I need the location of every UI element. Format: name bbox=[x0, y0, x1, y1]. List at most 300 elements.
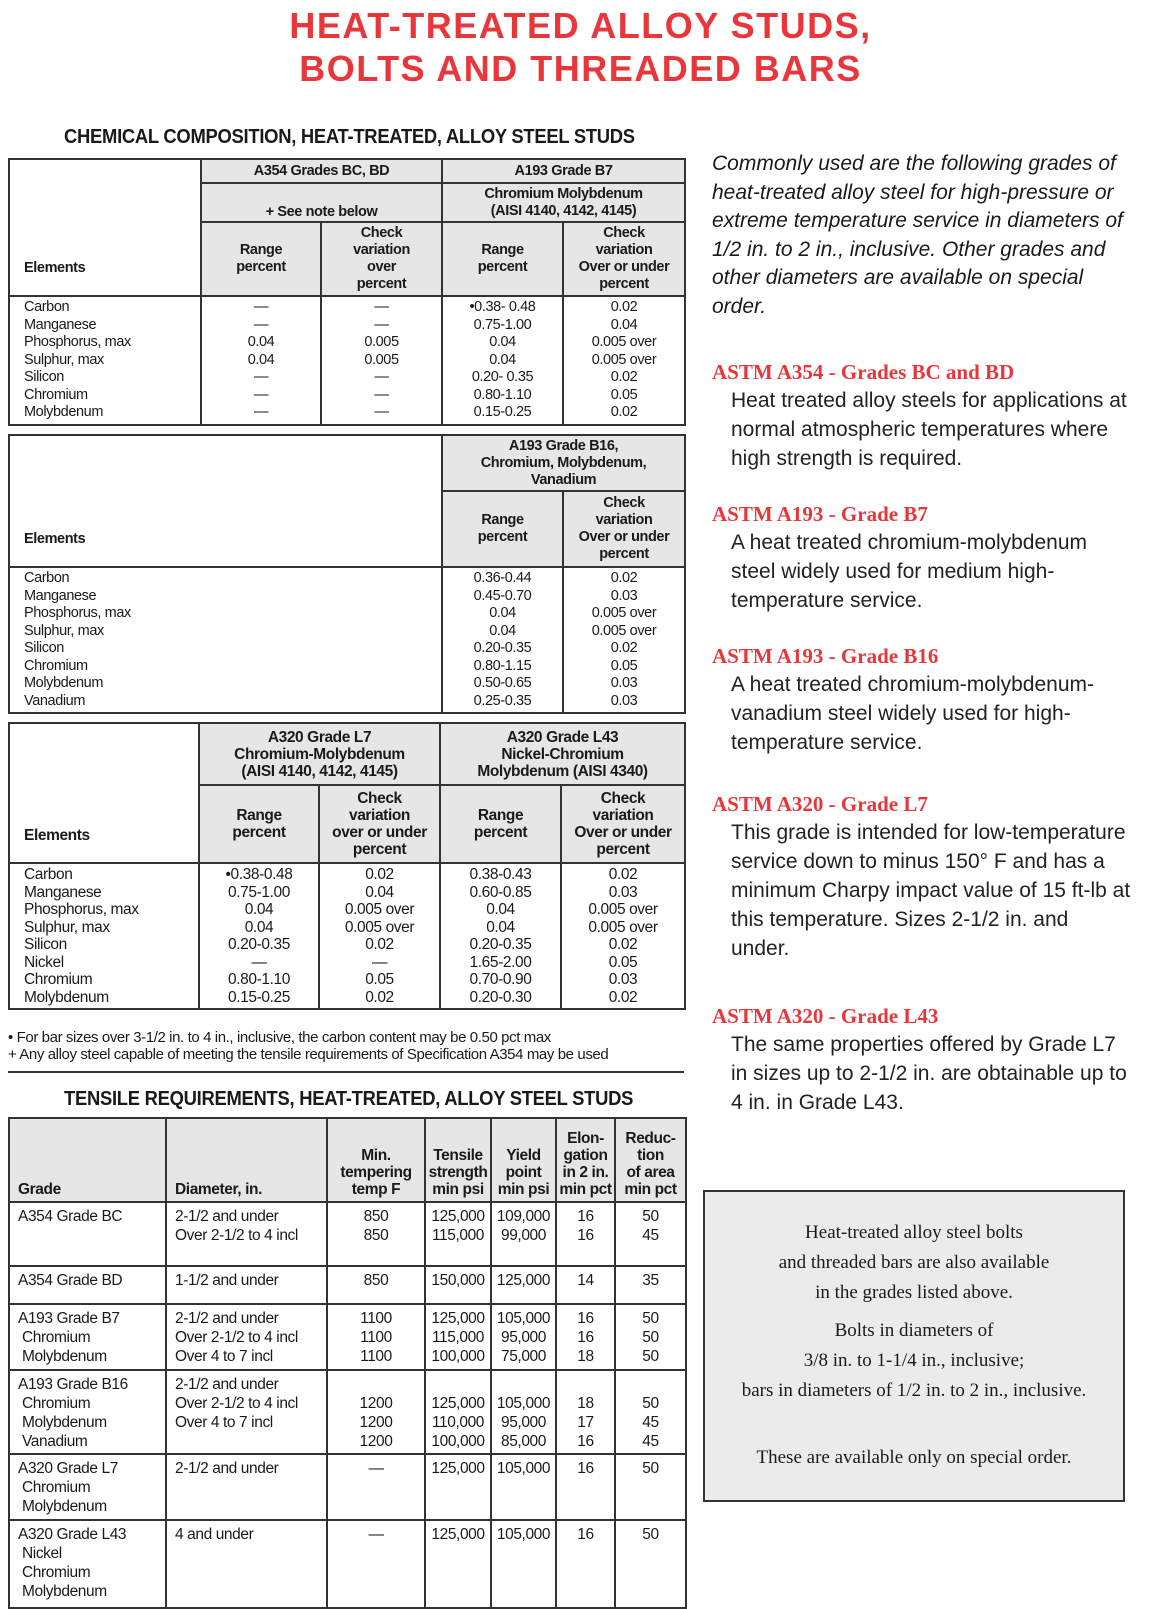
tensile-cell bbox=[491, 1520, 556, 1608]
box-line: Heat-treated alloy steel bolts bbox=[805, 1222, 1023, 1243]
element-value: 0.02 bbox=[563, 404, 685, 425]
element-value: 0.04 bbox=[319, 884, 440, 902]
element-value: 0.70-0.90 bbox=[440, 971, 561, 989]
element-value: 0.80-1.10 bbox=[442, 387, 563, 405]
cell-line: 125,000 bbox=[431, 1208, 485, 1225]
tensile-row bbox=[9, 1202, 686, 1266]
availability-note-box bbox=[703, 1190, 1125, 1502]
cell-line: 125,000 bbox=[431, 1395, 485, 1412]
cell-line: 1100 bbox=[360, 1310, 392, 1327]
cell-line: Molybdenum bbox=[22, 1498, 107, 1515]
element-name: Chromium bbox=[9, 971, 199, 989]
element-value: — bbox=[201, 404, 321, 425]
cell-line: 45 bbox=[642, 1433, 659, 1450]
element-name: Molybdenum bbox=[9, 989, 199, 1010]
tensile-cell bbox=[166, 1202, 327, 1266]
element-value: 0.20-0.35 bbox=[442, 640, 563, 658]
element-value: 0.15-0.25 bbox=[199, 989, 319, 1010]
element-value: 0.02 bbox=[563, 567, 685, 588]
element-value: 0.05 bbox=[563, 658, 685, 676]
title-line: HEAT-TREATED ALLOY STUDS, bbox=[289, 5, 872, 46]
footnotes bbox=[8, 1029, 684, 1073]
cell-line: A320 Grade L43 bbox=[18, 1526, 127, 1543]
cell-line: 45 bbox=[642, 1227, 659, 1244]
cell-line: 105,000 bbox=[496, 1460, 551, 1477]
tensile-cell bbox=[327, 1520, 425, 1608]
element-row bbox=[9, 605, 685, 623]
cell-line: 4 and under bbox=[175, 1526, 254, 1543]
element-value: 0.45-0.70 bbox=[442, 588, 563, 606]
tensile-cell bbox=[491, 1454, 556, 1520]
element-value: 0.04 bbox=[563, 317, 685, 335]
element-row bbox=[9, 863, 685, 884]
element-name: Sulphur, max bbox=[9, 352, 201, 370]
element-name: Phosphorus, max bbox=[9, 901, 199, 919]
element-row bbox=[9, 989, 685, 1010]
element-name: Manganese bbox=[9, 884, 199, 902]
grade-section bbox=[712, 358, 1132, 473]
cell-line: Over 2-1/2 to 4 incl bbox=[175, 1395, 298, 1412]
element-row bbox=[9, 901, 685, 919]
element-value: 0.04 bbox=[201, 352, 321, 370]
element-row bbox=[9, 936, 685, 954]
cell-line: 14 bbox=[577, 1272, 594, 1289]
grade-section bbox=[712, 500, 1132, 615]
element-value: — bbox=[321, 296, 442, 317]
col-header: Range percent bbox=[199, 785, 319, 863]
tensile-row bbox=[9, 1454, 686, 1520]
tensile-row bbox=[9, 1520, 686, 1608]
element-value: 0.04 bbox=[201, 334, 321, 352]
cell-line: 18 bbox=[577, 1395, 594, 1412]
cell-line: 99,000 bbox=[500, 1227, 546, 1244]
grade-heading: ASTM A354 - Grades BC and BD bbox=[712, 360, 1015, 384]
element-value: 0.005 over bbox=[563, 623, 685, 641]
cell-line: Molybdenum bbox=[22, 1583, 107, 1600]
grade-description: A heat treated chromium-molybdenum steel widely used for medium high-temperature service. bbox=[731, 531, 1088, 612]
cell-line: 50 bbox=[642, 1348, 659, 1365]
page-title bbox=[0, 4, 1161, 90]
tensile-col-header: Tensile strength min psi bbox=[425, 1118, 491, 1202]
cell-line: Chromium bbox=[22, 1479, 91, 1496]
col-header: Range percent bbox=[440, 785, 561, 863]
element-value: 0.04 bbox=[440, 901, 561, 919]
element-row bbox=[9, 369, 685, 387]
cell-line: 850 bbox=[363, 1208, 389, 1225]
element-name: Phosphorus, max bbox=[9, 334, 201, 352]
element-row bbox=[9, 387, 685, 405]
element-value: — bbox=[321, 369, 442, 387]
cell-line: 95,000 bbox=[500, 1329, 546, 1346]
chemical-composition-title: CHEMICAL COMPOSITION, HEAT-TREATED, ALLOY STEEL STUDS bbox=[64, 126, 635, 148]
element-value: 0.03 bbox=[563, 675, 685, 693]
element-name: Phosphorus, max bbox=[9, 605, 442, 623]
cell-line: — bbox=[368, 1526, 384, 1543]
grade-heading: ASTM A320 - Grade L7 bbox=[712, 792, 928, 816]
element-value: 0.005 over bbox=[319, 901, 440, 919]
cell-line: 150,000 bbox=[431, 1272, 485, 1289]
element-row bbox=[9, 404, 685, 425]
tensile-cell bbox=[615, 1304, 686, 1370]
element-value: 0.005 over bbox=[563, 352, 685, 370]
element-value: 0.75-1.00 bbox=[199, 884, 319, 902]
element-value: — bbox=[201, 369, 321, 387]
element-value: — bbox=[201, 296, 321, 317]
tensile-cell bbox=[425, 1520, 491, 1608]
box-line: bars in diameters of 1/2 in. to 2 in., inclusive. bbox=[741, 1380, 1087, 1401]
element-value: 0.25-0.35 bbox=[442, 693, 563, 714]
element-value: •0.38-0.48 bbox=[199, 863, 319, 884]
tensile-table bbox=[8, 1117, 687, 1609]
element-value: 0.02 bbox=[563, 640, 685, 658]
group-subheader: Chromium Molybdenum (AISI 4140, 4142, 4145) bbox=[442, 183, 685, 222]
tensile-cell bbox=[9, 1202, 166, 1266]
intro-text: Commonly used are the following grades of heat-treated alloy steel for high-pressure or extreme temperature service in diameters of 1/2 in. to 2 in., inclusive. Other grades and other diameters are available on special order. bbox=[712, 152, 1123, 318]
cell-line: 105,000 bbox=[496, 1526, 551, 1543]
tensile-cell bbox=[556, 1520, 615, 1608]
element-value: — bbox=[201, 317, 321, 335]
footnote-alloy: + Any alloy steel capable of meeting the tensile requirements of Specification A354 may be used bbox=[8, 1046, 609, 1063]
element-value: 0.03 bbox=[561, 971, 685, 989]
cell-line: 50 bbox=[642, 1395, 659, 1412]
tensile-cell bbox=[615, 1454, 686, 1520]
elements-header: Elements bbox=[9, 435, 442, 567]
element-value: 0.04 bbox=[440, 919, 561, 937]
element-value: 0.02 bbox=[319, 936, 440, 954]
tensile-col-header: Yield point min psi bbox=[491, 1118, 556, 1202]
tensile-cell bbox=[425, 1304, 491, 1370]
element-value: 0.03 bbox=[563, 588, 685, 606]
col-header: Check variation Over or under percent bbox=[563, 222, 685, 296]
element-value: 0.03 bbox=[563, 693, 685, 714]
element-value: 0.05 bbox=[563, 387, 685, 405]
element-value: 0.50-0.65 bbox=[442, 675, 563, 693]
cell-line: 115,000 bbox=[431, 1227, 485, 1244]
element-value: 0.80-1.10 bbox=[199, 971, 319, 989]
element-value: 0.005 bbox=[321, 352, 442, 370]
tensile-col-header: Diameter, in. bbox=[166, 1118, 327, 1202]
element-row bbox=[9, 658, 685, 676]
cell-line: 100,000 bbox=[431, 1348, 485, 1365]
element-value: 0.02 bbox=[561, 989, 685, 1010]
cell-line: 95,000 bbox=[500, 1414, 546, 1431]
cell-line: A193 Grade B16 bbox=[18, 1376, 128, 1393]
cell-line: 1-1/2 and under bbox=[175, 1272, 279, 1289]
cell-line bbox=[426, 1375, 490, 1394]
tensile-cell bbox=[9, 1370, 166, 1454]
element-value: 0.02 bbox=[563, 369, 685, 387]
group-header: A320 Grade L43 Nickel-Chromium Molybdenum (AISI 4340) bbox=[440, 723, 685, 785]
element-value: 0.80-1.15 bbox=[442, 658, 563, 676]
footnote-carbon: • For bar sizes over 3-1/2 in. to 4 in., inclusive, the carbon content may be 0.50 pct max bbox=[8, 1029, 551, 1046]
element-value: 0.04 bbox=[442, 352, 563, 370]
element-name: Manganese bbox=[9, 317, 201, 335]
cell-line: 50 bbox=[642, 1329, 659, 1346]
element-value: 0.20-0.35 bbox=[440, 936, 561, 954]
col-header: Range percent bbox=[442, 222, 563, 296]
element-value: 0.005 bbox=[321, 334, 442, 352]
tensile-cell bbox=[615, 1370, 686, 1454]
tensile-col-header: Elon- gation in 2 in. min pct bbox=[556, 1118, 615, 1202]
cell-line: 35 bbox=[642, 1272, 659, 1289]
element-value: 1.65-2.00 bbox=[440, 954, 561, 972]
col-header: Range percent bbox=[442, 491, 563, 567]
tensile-cell bbox=[327, 1266, 425, 1304]
element-value: 0.005 over bbox=[319, 919, 440, 937]
tensile-cell bbox=[327, 1370, 425, 1454]
element-row bbox=[9, 675, 685, 693]
element-value: 0.15-0.25 bbox=[442, 404, 563, 425]
group-header: A320 Grade L7 Chromium-Molybdenum (AISI 4140, 4142, 4145) bbox=[199, 723, 440, 785]
cell-line: 100,000 bbox=[431, 1433, 485, 1450]
element-name: Carbon bbox=[9, 296, 201, 317]
cell-line: 16 bbox=[577, 1526, 594, 1543]
cell-line: Molybdenum bbox=[22, 1348, 107, 1365]
tensile-cell bbox=[9, 1266, 166, 1304]
element-value: 0.02 bbox=[319, 863, 440, 884]
element-name: Silicon bbox=[9, 936, 199, 954]
cell-line: Vanadium bbox=[22, 1433, 88, 1450]
cell-line: 16 bbox=[577, 1208, 594, 1225]
col-header: Check variation Over or under percent bbox=[561, 785, 685, 863]
box-line: in the grades listed above. bbox=[815, 1282, 1013, 1303]
element-name: Chromium bbox=[9, 658, 442, 676]
element-value: 0.38-0.43 bbox=[440, 863, 561, 884]
element-value: 0.04 bbox=[199, 901, 319, 919]
elements-header: Elements bbox=[9, 723, 199, 863]
tensile-row bbox=[9, 1304, 686, 1370]
cell-line: 125,000 bbox=[496, 1272, 551, 1289]
tensile-cell bbox=[491, 1370, 556, 1454]
cell-line: 105,000 bbox=[496, 1310, 551, 1327]
col-header: Check variation Over or under percent bbox=[563, 491, 685, 567]
grade-heading: ASTM A193 - Grade B7 bbox=[712, 502, 928, 526]
tensile-cell bbox=[9, 1454, 166, 1520]
group-subheader: + See note below bbox=[201, 183, 442, 222]
element-row bbox=[9, 567, 685, 588]
cell-line: 50 bbox=[642, 1460, 659, 1477]
cell-line: Chromium bbox=[22, 1329, 91, 1346]
cell-line: 2-1/2 and under bbox=[175, 1460, 279, 1477]
tensile-cell bbox=[556, 1304, 615, 1370]
cell-line bbox=[328, 1375, 424, 1394]
cell-line: 50 bbox=[642, 1208, 659, 1225]
element-name: Sulphur, max bbox=[9, 623, 442, 641]
tensile-cell bbox=[425, 1370, 491, 1454]
grade-description: This grade is intended for low-temperature service down to minus 150° F and has a minimum Charpy impact value of 15 ft-lb at this temperature. Sizes 2-1/2 in. and under. bbox=[731, 821, 1131, 960]
cell-line: 2-1/2 and under bbox=[175, 1310, 279, 1327]
element-value: 0.02 bbox=[561, 863, 685, 884]
tensile-col-header: Min. tempering temp F bbox=[327, 1118, 425, 1202]
cell-line: 105,000 bbox=[496, 1395, 551, 1412]
cell-line: 1200 bbox=[359, 1395, 393, 1412]
cell-line: Molybdenum bbox=[22, 1414, 107, 1431]
element-row bbox=[9, 640, 685, 658]
chem-table-a193-b16 bbox=[8, 434, 686, 714]
element-value: 0.04 bbox=[442, 605, 563, 623]
cell-line: Over 2-1/2 to 4 incl bbox=[175, 1227, 298, 1244]
cell-line: Over 4 to 7 incl bbox=[175, 1348, 273, 1365]
element-value: 0.02 bbox=[319, 989, 440, 1010]
element-name: Manganese bbox=[9, 588, 442, 606]
cell-line: 2-1/2 and under bbox=[175, 1376, 279, 1393]
cell-line: Over 4 to 7 incl bbox=[175, 1414, 273, 1431]
element-name: Silicon bbox=[9, 640, 442, 658]
tensile-row bbox=[9, 1266, 686, 1304]
cell-line: 115,000 bbox=[431, 1329, 485, 1346]
cell-line: A193 Grade B7 bbox=[18, 1310, 120, 1327]
col-header: Range percent bbox=[201, 222, 321, 296]
tensile-cell bbox=[327, 1454, 425, 1520]
element-value: 0.005 over bbox=[561, 901, 685, 919]
cell-line: 110,000 bbox=[431, 1414, 485, 1431]
element-value: — bbox=[199, 954, 319, 972]
element-name: Sulphur, max bbox=[9, 919, 199, 937]
cell-line: A354 Grade BD bbox=[18, 1272, 123, 1289]
cell-line: 1200 bbox=[359, 1414, 393, 1431]
element-value: 0.05 bbox=[561, 954, 685, 972]
element-value: 0.005 over bbox=[563, 334, 685, 352]
cell-line bbox=[557, 1375, 614, 1394]
element-row bbox=[9, 352, 685, 370]
element-value: 0.20-0.30 bbox=[440, 989, 561, 1010]
element-value: 0.005 over bbox=[563, 605, 685, 623]
tensile-cell bbox=[166, 1520, 327, 1608]
element-value: — bbox=[321, 404, 442, 425]
tensile-cell bbox=[166, 1370, 327, 1454]
element-name: Carbon bbox=[9, 863, 199, 884]
elements-header: Elements bbox=[9, 159, 201, 296]
grade-description: A heat treated chromium-molybdenum-vanadium steel widely used for high-temperature service. bbox=[731, 673, 1094, 754]
element-value: 0.005 over bbox=[561, 919, 685, 937]
cell-line: Chromium bbox=[22, 1564, 91, 1581]
element-name: Silicon bbox=[9, 369, 201, 387]
cell-line: Over 2-1/2 to 4 incl bbox=[175, 1329, 298, 1346]
tensile-cell bbox=[166, 1304, 327, 1370]
tensile-requirements-title: TENSILE REQUIREMENTS, HEAT-TREATED, ALLOY STEEL STUDS bbox=[64, 1088, 634, 1110]
group-header: A193 Grade B16, Chromium, Molybdenum, Vanadium bbox=[442, 435, 685, 491]
element-name: Molybdenum bbox=[9, 675, 442, 693]
cell-line: 16 bbox=[577, 1310, 594, 1327]
grade-section bbox=[712, 642, 1132, 757]
group-header: A193 Grade B7 bbox=[442, 159, 685, 183]
element-row bbox=[9, 971, 685, 989]
tensile-col-header: Reduc- tion of area min pct bbox=[615, 1118, 686, 1202]
cell-line: 109,000 bbox=[496, 1208, 551, 1225]
cell-line: 50 bbox=[642, 1526, 659, 1543]
element-value: 0.05 bbox=[319, 971, 440, 989]
grade-description: Heat treated alloy steels for applications at normal atmospheric temperatures where high strength is required. bbox=[731, 389, 1127, 470]
element-name: Molybdenum bbox=[9, 404, 201, 425]
tensile-cell bbox=[425, 1202, 491, 1266]
tensile-cell bbox=[556, 1266, 615, 1304]
box-line: and threaded bars are also available bbox=[778, 1252, 1050, 1273]
element-value: 0.20- 0.35 bbox=[442, 369, 563, 387]
element-value: 0.04 bbox=[442, 623, 563, 641]
element-name: Vanadium bbox=[9, 693, 442, 714]
tensile-cell bbox=[556, 1202, 615, 1266]
tensile-cell bbox=[9, 1304, 166, 1370]
tensile-cell bbox=[327, 1202, 425, 1266]
box-line: 3/8 in. to 1-1/4 in., inclusive; bbox=[803, 1350, 1025, 1371]
cell-line: 1100 bbox=[360, 1348, 392, 1365]
grade-section bbox=[712, 790, 1132, 963]
col-header: Check variation over or under percent bbox=[319, 785, 440, 863]
cell-line: 16 bbox=[577, 1329, 594, 1346]
cell-line: — bbox=[368, 1460, 384, 1477]
tensile-cell bbox=[556, 1454, 615, 1520]
cell-line: 125,000 bbox=[431, 1310, 485, 1327]
element-value: — bbox=[201, 387, 321, 405]
tensile-cell bbox=[9, 1520, 166, 1608]
cell-line: A320 Grade L7 bbox=[18, 1460, 118, 1477]
chem-table-a354-a193-b7 bbox=[8, 158, 686, 426]
cell-line: 125,000 bbox=[431, 1460, 485, 1477]
element-row bbox=[9, 588, 685, 606]
cell-line: 85,000 bbox=[500, 1433, 546, 1450]
tensile-cell bbox=[556, 1370, 615, 1454]
grade-heading: ASTM A320 - Grade L43 bbox=[712, 1004, 939, 1028]
group-header: A354 Grades BC, BD bbox=[201, 159, 442, 183]
cell-line: 75,000 bbox=[500, 1348, 546, 1365]
cell-line: 45 bbox=[642, 1414, 659, 1431]
grade-section bbox=[712, 1002, 1132, 1117]
cell-line bbox=[492, 1375, 555, 1394]
element-row bbox=[9, 623, 685, 641]
cell-line bbox=[616, 1375, 685, 1394]
box-line: These are available only on special order. bbox=[756, 1447, 1072, 1468]
element-value: 0.02 bbox=[563, 296, 685, 317]
cell-line: 16 bbox=[577, 1433, 594, 1450]
element-value: 0.04 bbox=[442, 334, 563, 352]
chem-table-a320 bbox=[8, 722, 686, 1010]
tensile-cell bbox=[425, 1266, 491, 1304]
tensile-cell bbox=[327, 1304, 425, 1370]
cell-line: 850 bbox=[363, 1272, 389, 1289]
element-name: Chromium bbox=[9, 387, 201, 405]
element-value: 0.04 bbox=[199, 919, 319, 937]
cell-line: 850 bbox=[363, 1227, 389, 1244]
element-row bbox=[9, 693, 685, 714]
cell-line: 18 bbox=[577, 1348, 594, 1365]
tensile-cell bbox=[166, 1454, 327, 1520]
element-row bbox=[9, 296, 685, 317]
element-value: 0.02 bbox=[561, 936, 685, 954]
tensile-cell bbox=[425, 1454, 491, 1520]
element-name: Carbon bbox=[9, 567, 442, 588]
cell-line: 1100 bbox=[360, 1329, 392, 1346]
cell-line: 16 bbox=[577, 1227, 594, 1244]
tensile-row bbox=[9, 1370, 686, 1454]
cell-line: 2-1/2 and under bbox=[175, 1208, 279, 1225]
tensile-cell bbox=[491, 1266, 556, 1304]
element-row bbox=[9, 884, 685, 902]
element-value: 0.60-0.85 bbox=[440, 884, 561, 902]
grade-description: The same properties offered by Grade L7 in sizes up to 2-1/2 in. are obtainable up to 4 in. in Grade L43. bbox=[731, 1033, 1127, 1114]
element-row bbox=[9, 919, 685, 937]
element-value: — bbox=[321, 387, 442, 405]
element-value: — bbox=[321, 317, 442, 335]
element-value: •0.38- 0.48 bbox=[442, 296, 563, 317]
cell-line: 1200 bbox=[359, 1433, 393, 1450]
element-row bbox=[9, 954, 685, 972]
element-value: 0.75-1.00 bbox=[442, 317, 563, 335]
tensile-cell bbox=[615, 1202, 686, 1266]
tensile-cell bbox=[615, 1266, 686, 1304]
cell-line: Nickel bbox=[22, 1545, 62, 1562]
element-row bbox=[9, 317, 685, 335]
grade-heading: ASTM A193 - Grade B16 bbox=[712, 644, 939, 668]
